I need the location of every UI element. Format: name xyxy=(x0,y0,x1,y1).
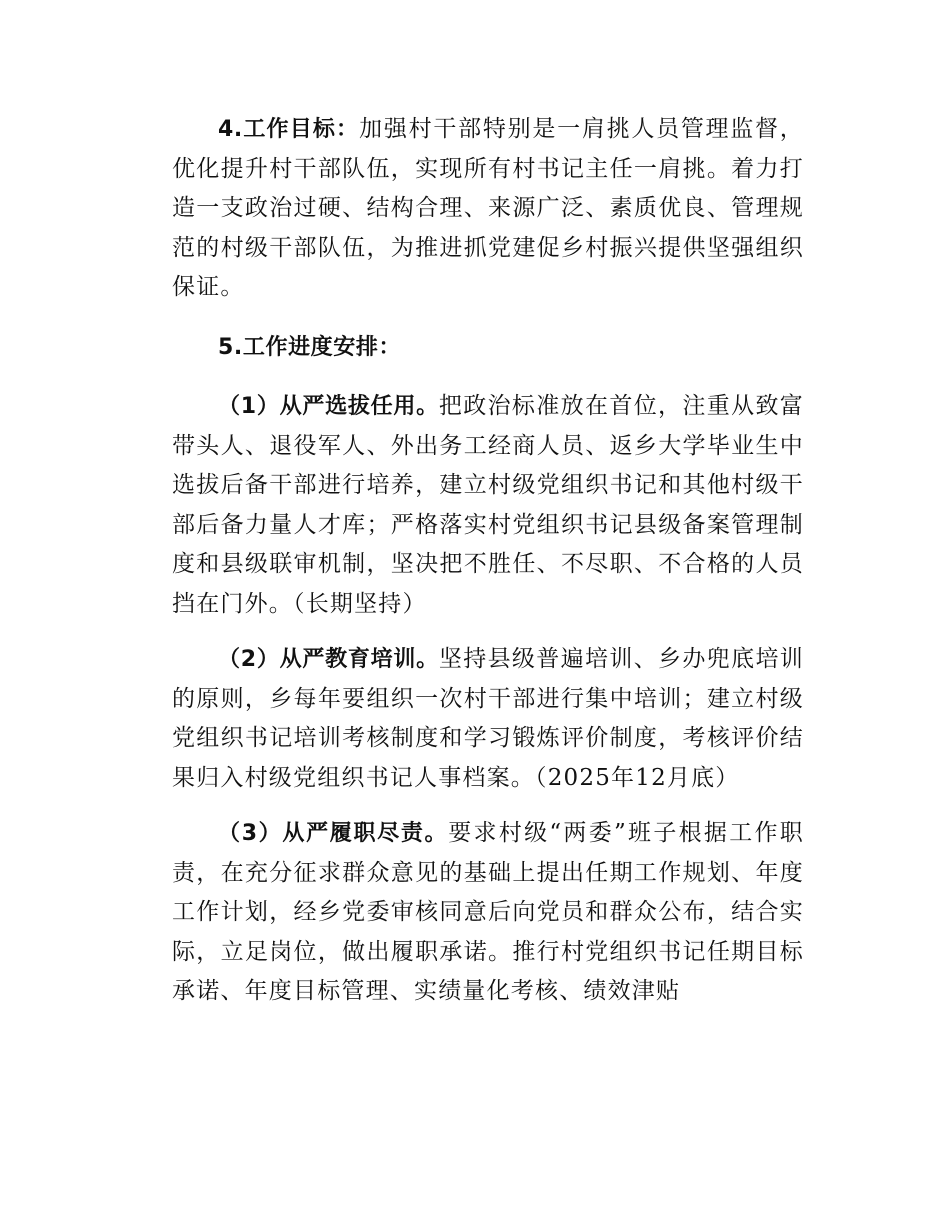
training-text: 坚持县级普遍培训、乡办兜底培训的原则，乡每年要组织一次村干部进行集中培训；建立村级党组织书记培训考核制度和学习锻炼评价制度，考核评价结果归入村级党组织书记人事档案。（2025年12月底） xyxy=(172,646,805,791)
work-goal-heading: 4.工作目标： xyxy=(218,117,360,142)
selection-text: 把政治标准放在首位，注重从致富带头人、退役军人、外出务工经商人员、返乡大学毕业生中选拔后备干部进行培养，建立村级党组织书记和其他村级干部后备力量人才库；严格落实村党组织书记县级备案管理制度和县级联审机制，坚决把不胜任、不尽职、不合格的人员挡在门外。（长期坚持） xyxy=(172,393,805,617)
duties-text: 要求村级“两委”班子根据工作职责，在充分征求群众意见的基础上提出任期工作规划、年度工作计划，经乡党委审核同意后向党员和群众公布，结合实际，立足岗位，做出履职承诺。推行村党组织书记任期目标承诺、年度目标管理、实绩量化考核、绩效津贴 xyxy=(172,820,804,1004)
training-lead: （2）从严教育培训。 xyxy=(218,647,439,672)
paragraph-schedule xyxy=(172,328,804,368)
paragraph-work-goal xyxy=(172,110,804,308)
paragraph-duties xyxy=(172,814,804,1012)
schedule-heading: 5.工作进度安排： xyxy=(218,334,402,360)
work-goal-text: 加强村干部特别是一肩挑人员管理监督，优化提升村干部队伍，实现所有村书记主任一肩挑。着力打造一支政治过硬、结构合理、来源广泛、素质优良、管理规范的村级干部队伍，为推进抓党建促乡村振兴提供坚强组织保证。 xyxy=(172,116,804,300)
selection-lead: （1）从严选拔任用。 xyxy=(218,394,439,419)
document-page xyxy=(172,110,804,1012)
duties-lead: （3）从严履职尽责。 xyxy=(218,821,449,846)
paragraph-training xyxy=(172,640,804,798)
paragraph-selection xyxy=(172,387,804,624)
